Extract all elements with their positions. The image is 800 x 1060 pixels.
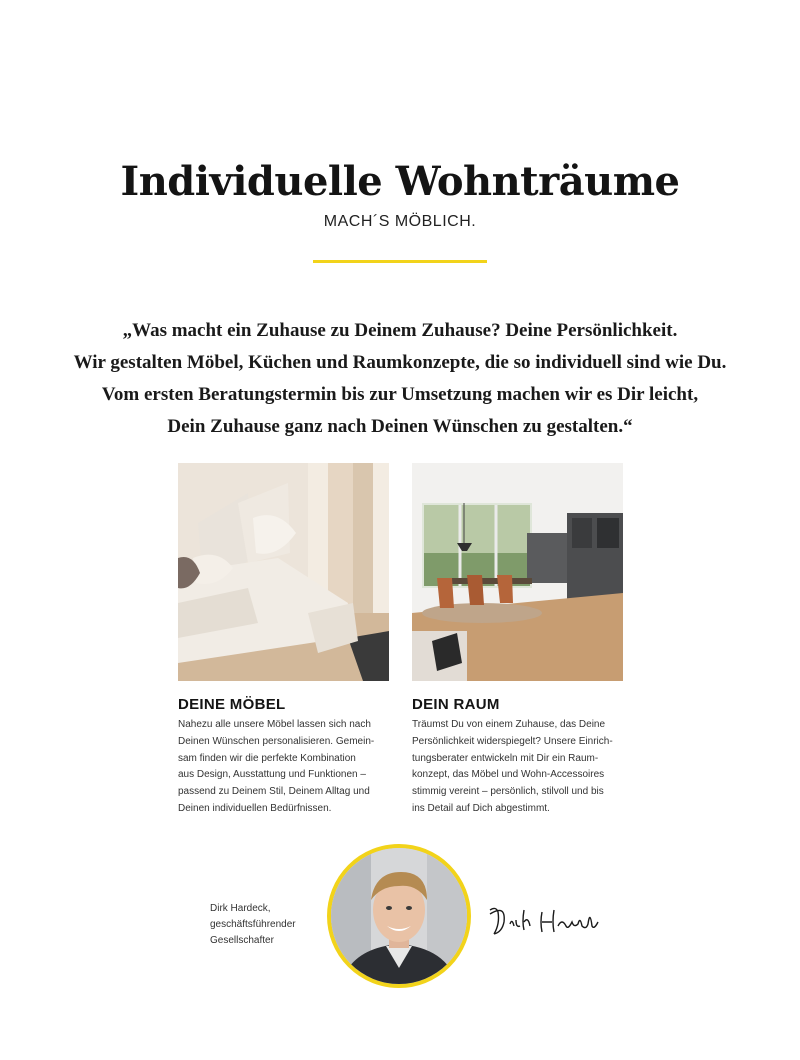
intro-quote xyxy=(40,315,760,443)
section-deine-moebel xyxy=(178,696,393,818)
section-line: sam finden wir die perfekte Kombination xyxy=(178,752,356,764)
person-role: geschäftsführender xyxy=(210,919,296,930)
section-heading: DEINE MÖBEL xyxy=(178,696,286,713)
section-dein-raum xyxy=(412,696,627,818)
section-body xyxy=(412,717,627,818)
section-line: Träumst Du von einem Zuhause, das Deine xyxy=(412,719,606,730)
quote-line: Vom ersten Beratungstermin bis zur Umsetzung machen wir es Dir leicht, xyxy=(101,384,699,405)
section-line: aus Design, Ausstattung und Funktionen – xyxy=(178,769,366,781)
section-line: Persönlichkeit widerspiegelt? Unsere Einrich- xyxy=(412,735,613,747)
quote-line: Wir gestalten Möbel, Küchen und Raumkonzepte, die so individuell sind wie Du. xyxy=(73,352,727,373)
section-line: ins Detail auf Dich abgestimmt. xyxy=(412,802,550,814)
kitchen-photo xyxy=(412,463,623,681)
person-caption xyxy=(210,901,296,949)
portrait-photo xyxy=(327,844,471,988)
accent-divider xyxy=(313,260,487,263)
page-subtitle: MACH´S MÖBLICH. xyxy=(323,213,477,230)
section-line: tungsberater entwickeln mit Dir ein Raum- xyxy=(412,752,599,764)
page-title: Individuelle Wohnträume xyxy=(120,158,680,205)
quote-line: Dein Zuhause ganz nach Deinen Wünschen zu gestalten.“ xyxy=(167,416,633,437)
section-line: konzept, das Möbel und Wohn-Accessoires xyxy=(412,769,605,781)
section-line: stimmig vereint – persönlich, stilvoll und bis xyxy=(412,786,604,798)
person-role: Gesellschafter xyxy=(210,935,274,946)
section-line: Deinen individuellen Bedürfnissen. xyxy=(178,802,332,814)
section-line: passend zu Deinem Stil, Deinem Alltag und xyxy=(178,786,370,798)
sofa-photo xyxy=(178,463,389,681)
section-line: Nahezu alle unsere Möbel lassen sich nach xyxy=(178,719,371,730)
section-heading: DEIN RAUM xyxy=(412,696,500,713)
section-line: Deinen Wünschen personalisieren. Gemein- xyxy=(178,735,375,747)
signature-mark xyxy=(486,896,616,946)
person-name: Dirk Hardeck, xyxy=(210,903,271,914)
quote-line: „Was macht ein Zuhause zu Deinem Zuhause? Deine Persönlichkeit. xyxy=(122,320,678,341)
section-body xyxy=(178,717,393,818)
